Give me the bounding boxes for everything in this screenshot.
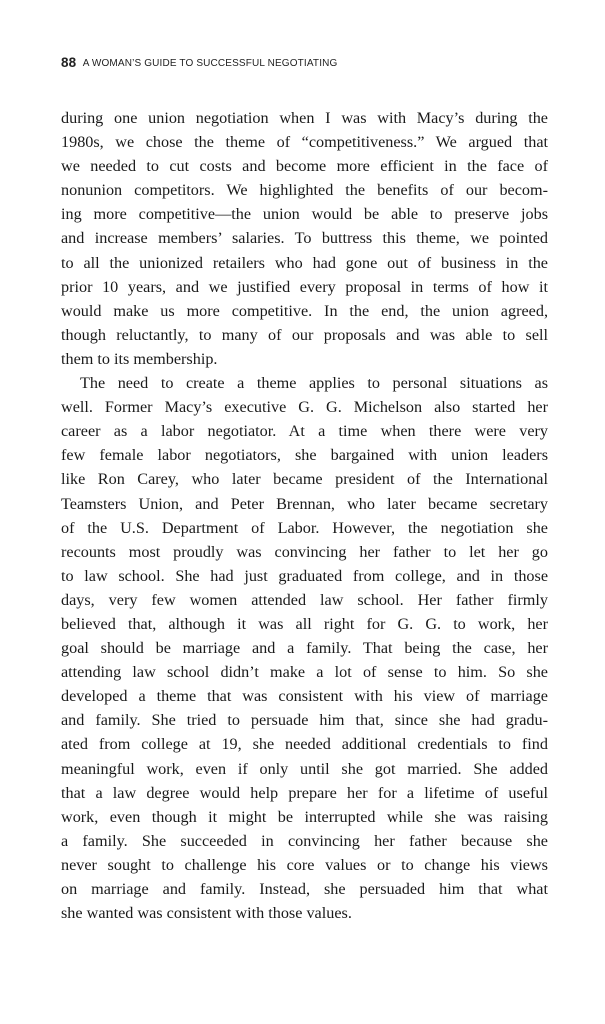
text-line: like Ron Carey, who later became president of the International: [61, 470, 548, 489]
text-line: on marriage and family. Instead, she persuaded him that what: [61, 880, 548, 898]
paragraph-1: [61, 106, 548, 371]
text-line: attending law school didn’t make a lot of sense to him. So she: [61, 663, 548, 682]
text-line: and increase members’ salaries. To buttress this theme, we pointed: [61, 229, 548, 248]
text-line: few female labor negotiators, she bargained with union leaders: [61, 446, 548, 465]
text-line: to law school. She had just graduated from college, and in those: [61, 566, 548, 585]
text-line: during one union negotiation when I was with Macy’s during the: [61, 109, 548, 127]
text-line: well. Former Macy’s executive G. G. Michelson also started her: [61, 398, 548, 417]
text-line: work, even though it might be interrupted while she was raising: [61, 807, 548, 826]
text-line: The need to create a theme applies to personal situations as: [80, 374, 548, 393]
text-line: ated from college at 19, she needed additional credentials to find: [61, 735, 548, 754]
body-text: [61, 106, 548, 925]
text-line: believed that, although it was all right for G. G. to work, her: [61, 614, 548, 633]
text-line: prior 10 years, and we justified every proposal in terms of how it: [61, 277, 548, 296]
text-line: developed a theme that was consistent with his view of marriage: [61, 687, 548, 706]
text-line: days, very few women attended law school. Her father firmly: [61, 590, 548, 609]
paragraph-2: [61, 371, 548, 925]
text-line: and family. She tried to persuade him that, since she had gradu-: [61, 711, 548, 730]
running-head-title: A WOMAN’S GUIDE TO SUCCESSFUL NEGOTIATING: [82, 58, 338, 69]
text-line: she wanted was consistent with those values.: [61, 904, 352, 923]
text-line: career as a labor negotiator. At a time when there were very: [61, 422, 548, 441]
text-line: nonunion competitors. We highlighted the benefits of our becom-: [61, 181, 548, 200]
text-line: goal should be marriage and a family. That being the case, her: [61, 639, 548, 658]
text-line: 1980s, we chose the theme of “competitiveness.” We argued that: [61, 133, 548, 152]
text-line: a family. She succeeded in convincing her father because she: [61, 831, 548, 850]
text-line: them to its membership.: [61, 349, 218, 368]
text-line: would make us more competitive. In the end, the union agreed,: [61, 301, 548, 320]
text-line: we needed to cut costs and become more efficient in the face of: [61, 157, 548, 176]
text-line: to all the unionized retailers who had gone out of business in the: [61, 253, 548, 272]
page-number: 88: [61, 55, 77, 70]
text-line: that a law degree would help prepare her for a lifetime of useful: [61, 783, 548, 802]
text-line: recounts most proudly was convincing her father to let her go: [61, 542, 548, 561]
text-line: never sought to challenge his core values or to change his views: [61, 855, 548, 874]
text-line: ing more competitive—the union would be able to preserve jobs: [61, 205, 548, 224]
text-line: Teamsters Union, and Peter Brennan, who later became secretary: [61, 494, 548, 513]
running-head: [61, 56, 551, 71]
text-line: of the U.S. Department of Labor. However, the negotiation she: [61, 518, 548, 537]
text-line: meaningful work, even if only until she got married. She added: [61, 759, 548, 778]
text-line: though reluctantly, to many of our proposals and was able to sell: [61, 325, 548, 344]
